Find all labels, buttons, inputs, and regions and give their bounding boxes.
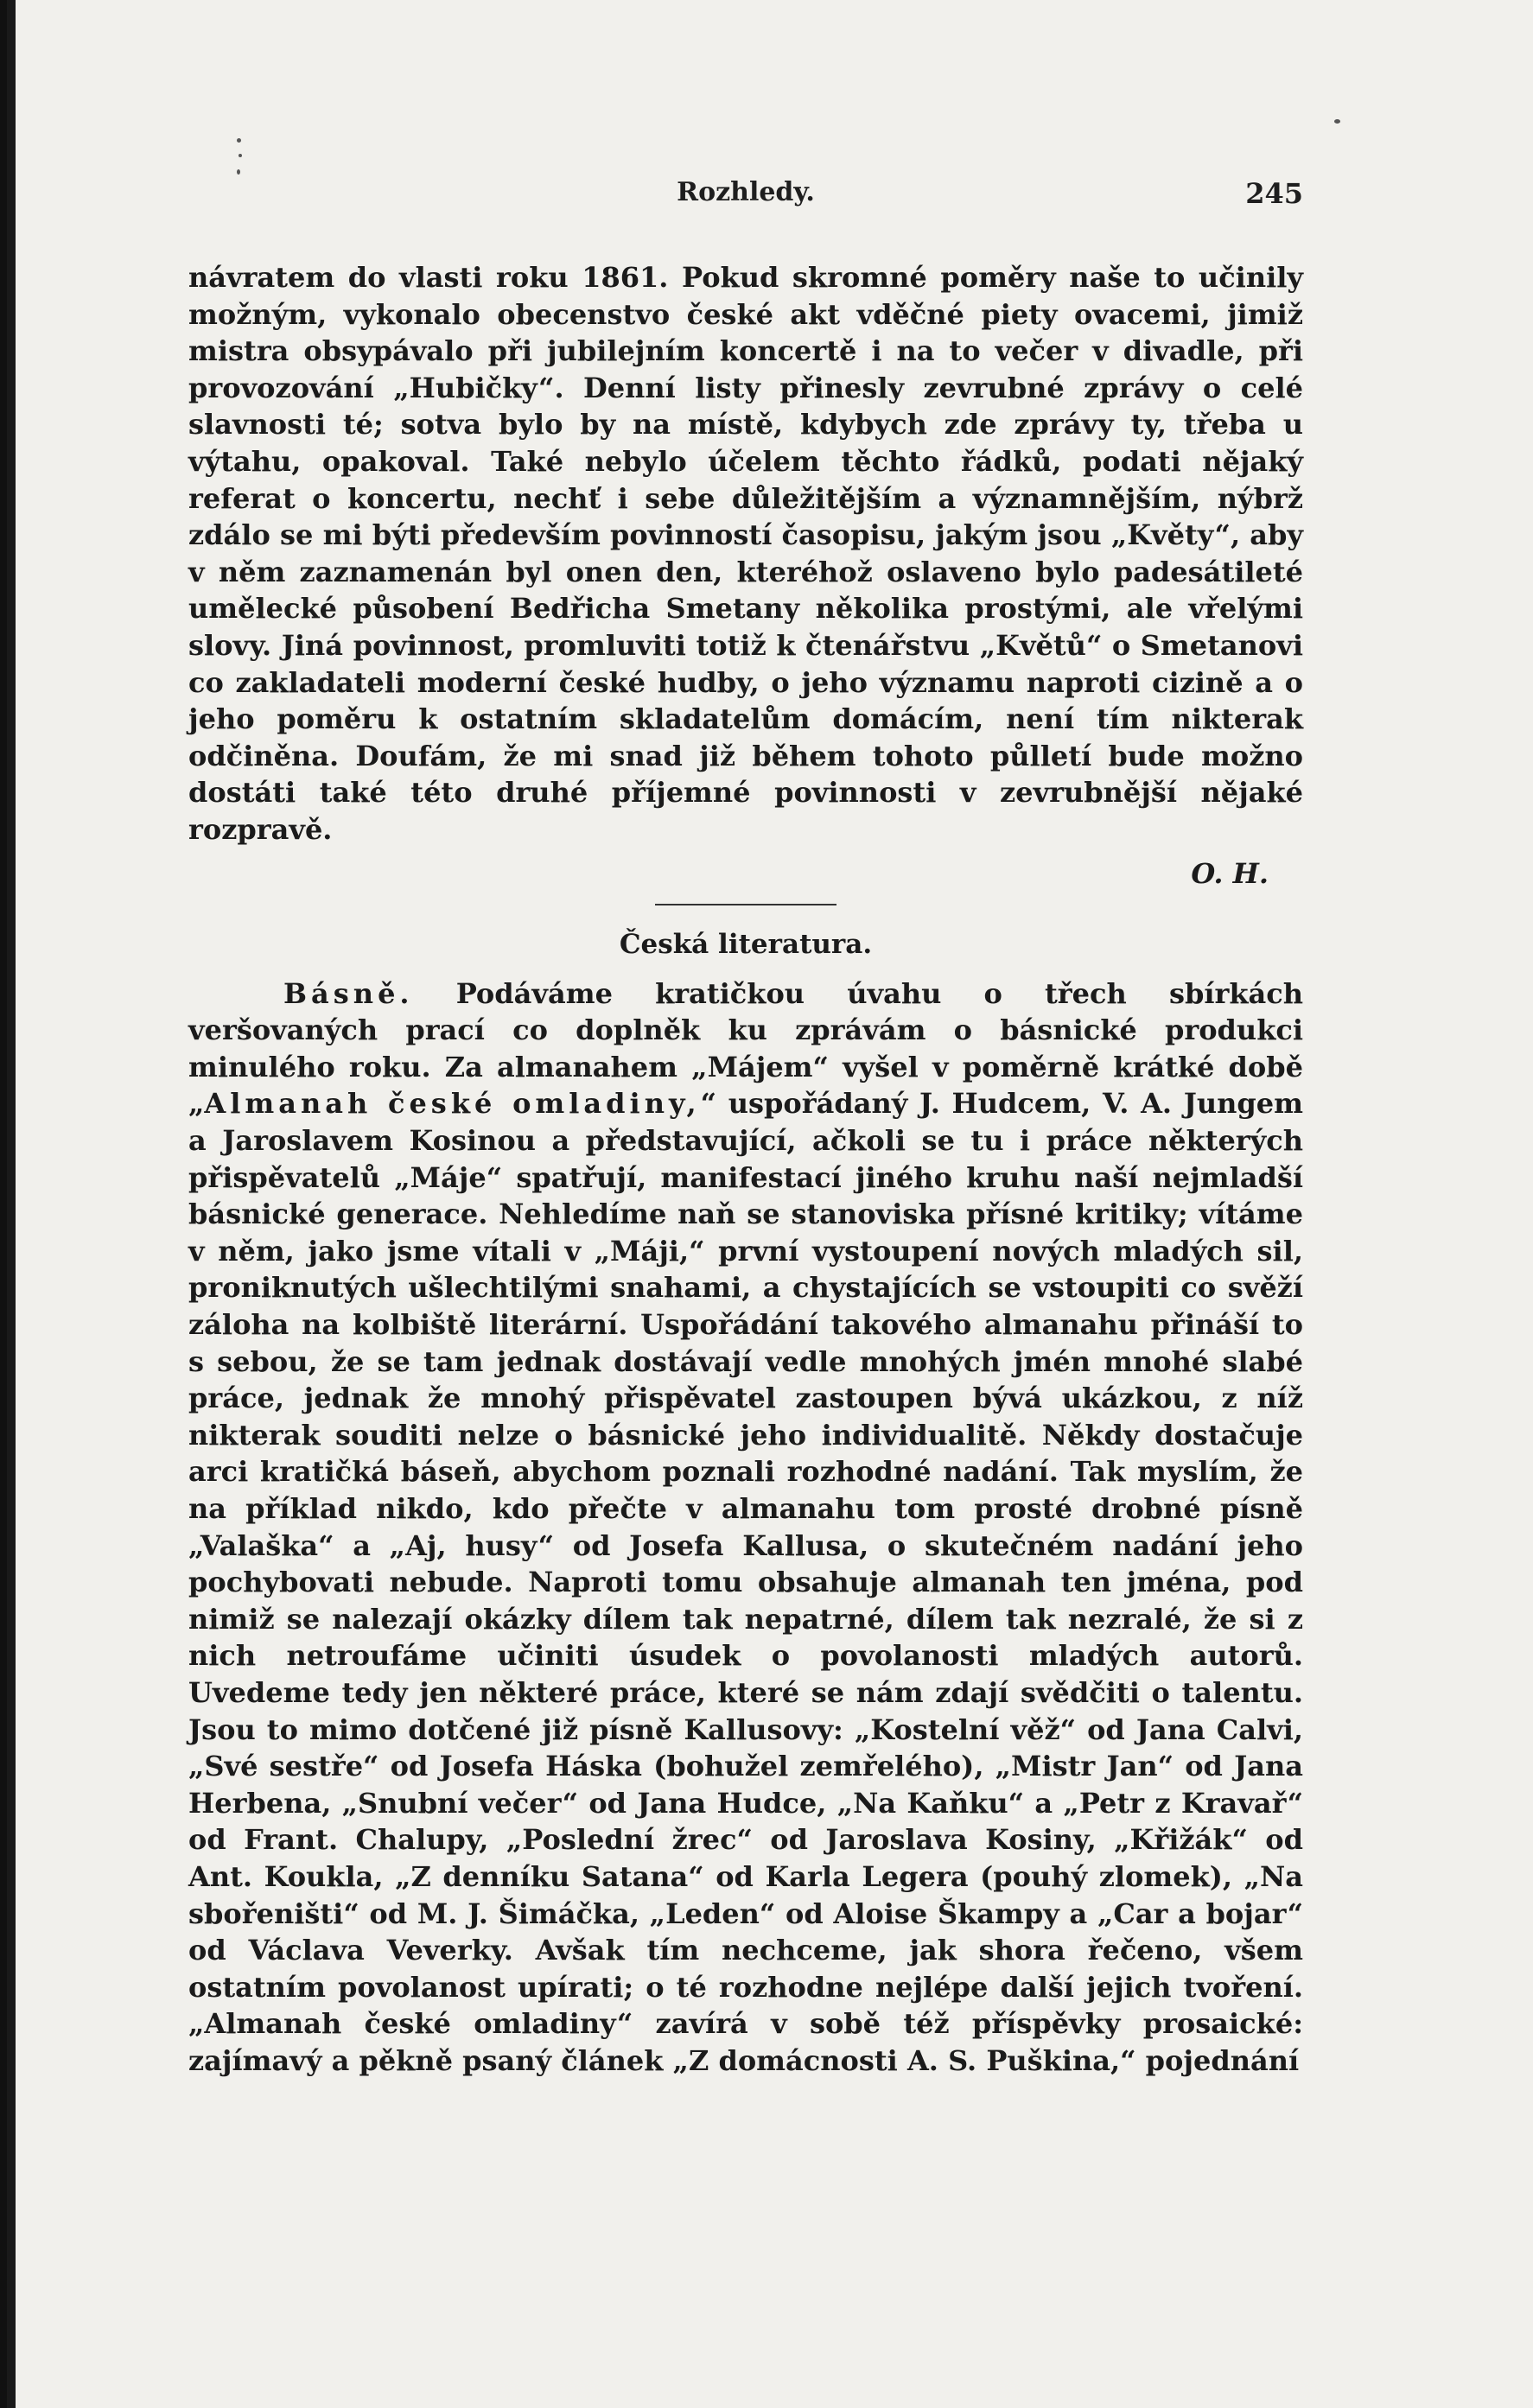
almanac-title: Almanah české omladiny,: [204, 1087, 701, 1121]
section-paragraph: [188, 975, 1303, 2080]
ink-speck: [237, 169, 240, 175]
paragraph-text-part1: Podáváme kratičkou úvahu o třech sbírkách veršovaných prací co doplněk ku zprávám o básnické produkci minulého roku. Za almanahem „Májem“ vyšel v poměrně krátké době „: [188, 976, 1303, 1121]
section-divider: [655, 904, 836, 905]
page-header: [188, 177, 1303, 229]
scanned-page: [7, 0, 1533, 2408]
section-title: Česká literatura.: [619, 929, 873, 961]
body-text: [188, 259, 1303, 2080]
continuation-paragraph: návratem do vlasti roku 1861. Pokud skromné poměry naše to učinily možným, vykonalo obecenstvo české akt vděčné piety ovacemi, jimiž mistra obsypávalo při jubilejním koncertě i na to večer v divadle, při provozování „Hubičky“. Denní listy přinesly zevrubné zprávy o celé slavnosti té; sotva bylo by na místě, kdybych zde zprávy ty, třeba u výtahu, opakoval. Také nebylo účelem těchto řádků, podati nějaký referat o koncertu, nechť i sebe důležitějším a významnějším, nýbrž zdálo se mi býti především povinností časopisu, jakým jsou „Květy“, aby v něm zaznamenán byl onen den, kteréhož oslaveno bylo padesátileté umělecké působení Bedřicha Smetany několika prostými, ale vřelými slovy. Jiná povinnost, promluviti totiž k čtenářstvu „Květů“ o Smetanovi co zakladateli moderní české hudby, o jeho významu naproti cizině a o jeho poměru k ostatním skladatelům domácím, není tím nikterak odčiněna. Doufám, že mi snad již během tohoto půlletí bude možno dostáti také této druhé příjemné povinnosti v zevrubnější nějaké rozpravě.: [188, 261, 1303, 846]
ink-speck: [237, 138, 241, 143]
running-head: Rozhledy.: [677, 177, 815, 207]
paragraph-text-part2: “ uspořádaný J. Hudcem, V. A. Jungem a Jaroslavem Kosinou a představující, ačkoli se tu i práce některých přispěvatelů „Máje“ spatřují, manifestací jiného kruhu naší nejmladší básnické generace. Nehledíme naň se stanoviska přísné kritiky; vítáme v něm, jako jsme vítali v „Máji,“ první vystoupení nových mladých sil, proniknutých ušlechtilými snahami, a chystajících se vstoupiti co svěží záloha na kolbiště literární. Uspořádání takového almanahu přináší to s sebou, že se tam jednak dostávají vedle mnohých jmén mnohé slabé práce, jednak že mnohý přispěvatel zastoupen bývá ukázkou, z níž nikterak souditi nelze o básnické jeho individualitě. Někdy dostačuje arci kratičká báseň, abychom poznali rozhodné nadání. Tak myslím, že na příklad nikdo, kdo přečte v almanahu tom prosté drobné písně „Valaška“ a „Aj, husy“ od Josefa Kallusa, o skutečném nadání jeho pochybovati nebude. Naproti tomu obsahuje almanah ten jména, pod nimiž se nalezají okázky dílem tak nepatrné, dílem tak nezralé, že si z nich netroufáme učiniti úsudek o povolanosti mladých autorů. Uvedeme tedy jen některé práce, které se nám zdají svědčiti o talentu. Jsou to mimo dotčené již písně Kallusovy: „Kostelní věž“ od Jana Calvi, „Své sestře“ od Josefa Háska (bohužel zemřelého), „Mistr Jan“ od Jana Herbena, „Snubní večer“ od Jana Hudce, „Na Kaňku“ a „Petr z Kravař“ od Frant. Chalupy, „Poslední žrec“ od Jaroslava Kosiny, „Křižák“ od Ant. Koukla, „Z denníku Satana“ od Karla Legera (pouhý zlomek), „Na sbořeništi“ od M. J. Šimáčka, „Leden“ od Aloise Škampy a „Car a bojar“ od Václava Veverky. Avšak tím nechceme, jak shora řečeno, všem ostatním povolanost upírati; o té rozhodne nejlépe další jejich tvoření. „Almanah české omladiny“ zavírá v sobě též příspěvky prosaické: zajímavý a pěkně psaný článek „Z domácnosti A. S. Puškina,“ pojednání: [188, 1087, 1304, 2077]
lead-word: Básně.: [283, 976, 414, 1010]
author-signature: O. H.: [1191, 856, 1269, 890]
ink-speck: [239, 154, 242, 157]
ink-speck: [1334, 119, 1340, 124]
page-number: 245: [1245, 177, 1303, 210]
binding-edge: [7, 0, 16, 2408]
